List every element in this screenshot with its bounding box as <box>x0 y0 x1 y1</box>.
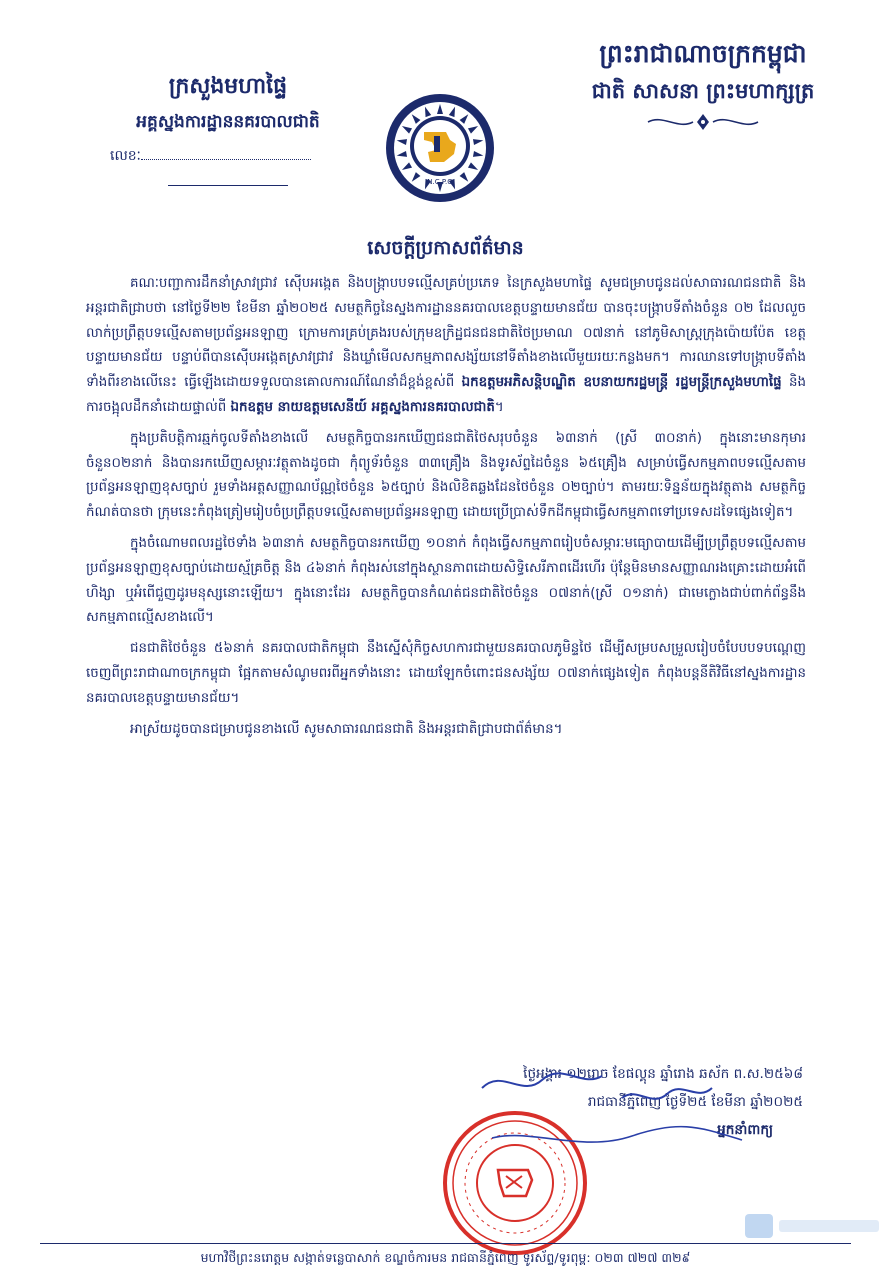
lunar-date: ថ្ងៃអង្គារ ១២រោច ខែផល្គុន ឆ្នាំរោង ឆស័ក ព.ស.២៥៦៨ <box>523 1066 803 1082</box>
police-emblem-icon <box>384 92 496 204</box>
watermark-logo-icon <box>743 1208 883 1244</box>
police-commissioner-title: ឯកឧត្តម នាយឧត្តមសេនីយ៍ អគ្គស្នងការនគរបាលជាតិ <box>230 399 495 415</box>
reference-number <box>110 146 378 167</box>
signature-icon <box>472 1058 752 1168</box>
deputy-pm-title: ឯកឧត្តមអភិសន្តិបណ្ឌិត ឧបនាយករដ្ឋមន្ត្រី រដ្ឋមន្ត្រីក្រសួងមហាផ្ទៃ <box>461 375 782 391</box>
footer-address: មហាវិថីព្រះនរោត្តម សង្កាត់ទន្លេបាសាក់ ខណ្ឌចំការមន រាជធានីភ្នំពេញ ទូរស័ព្ទ/ទូរពុម្ព: ០២៣ ៧២៧ ៣២៩ <box>200 1250 691 1265</box>
paragraph-1-text-c: និងការចង្អុលដឹកនាំដោយផ្ទាល់ពី <box>86 375 806 415</box>
ministry-name: ក្រសួងមហាផ្ទៃ <box>168 74 288 99</box>
document-body <box>86 272 806 748</box>
emblem-text: N.C.P.O <box>427 178 453 186</box>
department-name: អគ្គស្នងការដ្ឋាននគរបាលជាតិ <box>136 112 320 132</box>
paragraph-2: ក្នុងប្រតិបត្តិការឆ្មក់ចូលទីតាំងខាងលើ សមត្ថកិច្ចបានរកឃើញជនជាតិថៃសរុបចំនួន ៦៣នាក់ (ស្រី ៣០នាក់) ក្នុងនោះមានកុមារចំនួន០២នាក់ និងបានរកឃើញសម្ភារៈវត្ថុតាងដូចជា កុំព្យូទ័រចំនួន ៣៣គ្រឿង និងទូរស័ព្ទដៃចំនួន ៦៥គ្រឿង សម្រាប់ធ្វើសកម្មភាពបទល្មើសតាមប្រព័ន្ធអនឡាញខុសច្បាប់ រួមទាំងអត្តសញ្ញាណប័ណ្ណថៃចំនួន ៦៥ច្បាប់ និងលិខិតឆ្លងដែនថៃចំនួន ០២ច្បាប់។ តាមរយៈទិន្នន័យក្នុងវត្ថុតាង សមត្ថកិច្ចកំណត់បានថា ក្រុមនេះកំពុងត្រៀមរៀបចំប្រព្រឹត្តបទល្មើសតាមប្រព័ន្ធអនឡាញ ដោយប្រើប្រាស់ទឹកដីកម្ពុជាធ្វើសកម្មភាពទៅប្រទេសដទៃផ្សេងទៀត។ <box>86 430 806 521</box>
paragraph-1-text-a: គណៈបញ្ជាការដឹកនាំស្រាវជ្រាវ ស៊ើបអង្កេត និងបង្ក្រាបបទល្មើសគ្រប់ប្រភេទ នៃក្រសួងមហាផ្ទៃ សូមជម្រាបជូនដល់សាធារណជនជាតិ និងអន្តរជាតិជ្រាបថា នៅថ្ងៃទី២២ ខែមីនា ឆ្នាំ២០២៥ សមត្ថកិច្ចនៃស្នងការដ្ឋាននគរបាលខេត្តបន្ទាយមានជ័យ បានចុះបង្ក្រាបទីតាំងចំនួន ០២ ដែលលួចលាក់ប្រព្រឹត្តបទល្មើសតាមប្រព័ន្ធអនឡាញ ក្រោមការគ្រប់គ្រងរបស់ក្រុមឧក្រិដ្ឋជនជនជាតិថៃប្រមាណ ០៧នាក់ នៅភូមិសាស្រ្តក្រុងប៉ោយប៉ែត ខេត្តបន្ទាយមានជ័យ បន្ទាប់ពីបានស៊ើបអង្កេតស្រាវជ្រាវ និងឃ្លាំមើលសកម្មភាពសង្ស័យនៅទីតាំងខាងលើមួយរយៈកន្លងមក។ ការឈានទៅបង្ក្រាបទីតាំងទាំងពីរខាងលើនេះ ធ្វើឡើងដោយទទួលបានគោលការណ៍ណែនាំដ៏ខ្ពង់ខ្ពស់ពី <box>86 276 806 391</box>
national-motto: ជាតិ សាសនា ព្រះមហាក្សត្រ <box>591 79 815 103</box>
ministry-header <box>78 72 378 186</box>
kingdom-header <box>573 38 833 136</box>
paragraph-1-text-e: ។ <box>494 399 504 415</box>
paragraph-4: ជនជាតិថៃចំនួន ៥៦នាក់ នគរបាលជាតិកម្ពុជា នឹងស្នើសុំកិច្ចសហការជាមួយនគរបាលភូមិន្ទថៃ ដើម្បីសម្របសម្រួលរៀបចំបែបបទបណ្តេញចេញពីព្រះរាជាណាចក្រកម្ពុជា ផ្អែកតាមសំណូមពរពីអ្នកទាំងនោះ ដោយឡែកចំពោះជនសង្ស័យ ០៧នាក់ផ្សេងទៀត កំពុងបន្តនីតិវិធីនៅស្នងការដ្ឋាននគរបាលខេត្តបន្ទាយមានជ័យ។ <box>86 641 806 706</box>
divider <box>168 185 288 186</box>
solar-date: រាជធានីភ្នំពេញ ថ្ងៃទី២៥ ខែមីនា ឆ្នាំ២០២៥ <box>587 1094 803 1110</box>
paragraph-1 <box>86 272 806 421</box>
paragraph-3: ក្នុងចំណោមពលរដ្ឋថៃទាំង ៦៣នាក់ សមត្ថកិច្ចបានរកឃើញ ១០នាក់ កំពុងធ្វើសកម្មភាពរៀបចំសម្ភារៈមធ្យោបាយដើម្បីប្រព្រឹត្តបទល្មើសតាមប្រព័ន្ធអនឡាញខុសច្បាប់ដោយស្ម័គ្រចិត្ត និង ៤៦នាក់ កំពុងរស់នៅក្នុងស្ថានភាពដោយសិទ្ធិសេរីភាពដើរហើរ ប៉ុន្តែមិនមានសញ្ញាណរងគ្រោះដោយអំពើហិង្សា ឬអំពើជួញដូរមនុស្សនោះឡើយ។ ក្នុងនោះដែរ សមត្ថកិច្ចបានកំណត់ជនជាតិថៃចំនួន ០៧នាក់(ស្រី ០១នាក់) ជាមេក្លោងជាប់ពាក់ព័ន្ធនឹងសកម្មភាពល្មើសខាងលើ។ <box>86 535 806 626</box>
reference-number-label: លេខៈ <box>110 148 141 164</box>
footer-divider <box>40 1243 851 1244</box>
paragraph-5: អាស្រ័យដូចបានជម្រាបជូនខាងលើ សូមសាធារណជនជាតិ និងអន្តរជាតិជ្រាបជាព័ត៌មាន។ <box>130 721 563 737</box>
ornament-icon <box>643 112 763 132</box>
document-title: សេចក្តីប្រកាសព័ត៌មាន <box>367 237 524 259</box>
kingdom-name: ព្រះរាជាណាចក្រកម្ពុជា <box>599 39 807 68</box>
signer-title: អ្នកនាំពាក្យ <box>717 1122 773 1138</box>
